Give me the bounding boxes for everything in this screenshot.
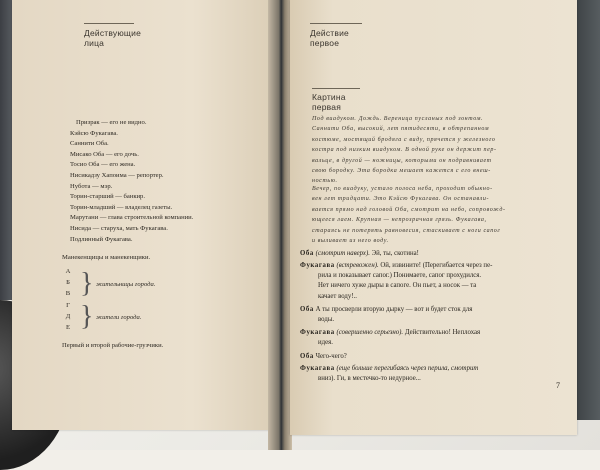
stage-line: костра под низким виадуком. В одной руке он держит пер- [312, 147, 497, 154]
cast-closing: Первый и второй рабочие-грузчики. [62, 342, 164, 349]
stage-line: вен лет тридцати. Это Кэйсю Фукагава. Он останавли- [312, 196, 490, 203]
act-heading-line-1: Действие [310, 28, 349, 38]
group-letter: А [65, 268, 71, 275]
dialogue-continuation: вниз). Ги, в местечко-то недурное... [318, 375, 421, 383]
stage-line: и выливает из него воду. [312, 238, 389, 245]
speaker-name: Фукагава [300, 329, 335, 336]
dialogue-text: Чего-чего? [315, 353, 347, 360]
dialogue-line [300, 249, 572, 259]
heading-rule-left [84, 23, 134, 24]
cast-item: Кэйсю Фукагава. [70, 129, 118, 137]
group-letter: Д [65, 313, 71, 320]
group-letter: Б [66, 279, 70, 286]
scene-heading-line-1: Картина [312, 92, 346, 102]
stage-note: (совершенно серьезно). [336, 329, 404, 336]
cast-heading-line-1: Действующие [84, 28, 141, 38]
stage-line: ностью. [312, 178, 338, 185]
group-letter: Г [66, 302, 70, 309]
dialogue-line [300, 352, 572, 362]
heading-rule-right [310, 23, 362, 24]
cast-heading-line-2: лица [84, 38, 105, 48]
group-letter: Е [65, 324, 71, 331]
cast-item: Призрак — его не видно. [76, 119, 147, 126]
cast-item: Тосио Оба — его жена. [70, 161, 136, 169]
speaker-name: Оба [300, 250, 314, 257]
cast-item: Торин-старший — банкир. [70, 193, 146, 201]
book-spine [268, 0, 292, 450]
group-brace-icon: } [80, 268, 94, 299]
group-letter: В [65, 290, 71, 297]
speaker-name: Оба [300, 353, 314, 360]
stage-direction-2 [312, 184, 574, 246]
speaker-name: Фукагава [300, 365, 335, 372]
act-heading-line-2: первое [310, 38, 340, 48]
cast-item: Нубота — мэр. [70, 182, 113, 190]
stage-line: стараясь не потерять равновесия, стаскивает с ноги сапог [312, 227, 501, 234]
dialogue-line [300, 261, 572, 302]
cast-item: Нисида — старуха, мать Фукагава. [70, 224, 168, 232]
stage-line: вальце, в другой — ножницы, которыми он подравнивает [312, 157, 492, 164]
cast-item: Мисако Оба — его дочь. [70, 150, 139, 158]
stage-line: Вечер, по виадуку, устало полоса неба, проходит обыкно- [312, 186, 493, 192]
dialogue-continuation: воды. [318, 316, 335, 324]
dialogue-continuation: рила и показывает сапог.) Понимаете, сапог прохудился. [318, 272, 482, 280]
cast-item: Саннити Оба. [70, 140, 109, 148]
cast-item: Нисикадзу Хапоима — репортер. [70, 171, 164, 179]
dialogue-continuation: качает воду!.. [318, 292, 357, 300]
speaker-name: Оба [300, 306, 314, 313]
stage-line: Под виадуком. Дождь. Вереница пусланых под зонтом. [312, 116, 484, 122]
group-men-letters [62, 300, 74, 333]
stage-line: свою бородку. Эта бородка мешает кажется с его внеш- [312, 168, 491, 175]
groups-title: Манекенщицы и манекенщики. [62, 254, 151, 261]
dialogue-line [300, 328, 572, 348]
stage-line: Саннити Оба, высокий, лет пятидесяти, в обтрепанном [312, 126, 490, 133]
dialogue-continuation: Нет ничего хуже дыры в сапоге. Он пьет, а носок — та [318, 282, 477, 290]
cast-heading [84, 28, 141, 48]
stage-line: ющееся лаем. Крупная — непрозрачная грязь. Фукагава, [312, 217, 487, 224]
subheading-rule [312, 88, 360, 89]
stage-direction-1 [312, 114, 574, 187]
stage-line: костюме, мостящий бродяга с виду, прячется у железного [312, 136, 496, 143]
group-brace-icon: } [80, 301, 94, 332]
cast-item: Торин-младший — владелец газеты. [70, 203, 173, 211]
page-number: 7 [556, 381, 560, 390]
dialogue-text: А ты просверли вторую дырку — вот и будет сток для [315, 306, 473, 313]
stage-note: (еще больше перегибаясь через перила, смотрит [336, 365, 479, 372]
dialogue-text: Действительно! Неплохая [404, 329, 481, 336]
act-heading [310, 28, 349, 48]
group-women-label: жительницы города. [96, 281, 156, 288]
cast-list [70, 118, 260, 245]
cast-item: Марутани — глава строительной компании. [70, 214, 194, 222]
dialogue-continuation: идея. [318, 339, 333, 347]
dialogue-line [300, 364, 572, 384]
dialogue-text: Эй, ты, скотина! [371, 250, 419, 257]
cast-item: Подлинный Фукагава. [70, 235, 133, 243]
scene-heading [312, 92, 346, 112]
book-cover-right-edge [575, 0, 600, 420]
stage-note: (смотрит наверх). [315, 250, 370, 257]
speaker-name: Фукагава [300, 262, 335, 269]
dialogue-text: Ой, извините! (Перегибается через пе- [380, 262, 493, 269]
scene-heading-line-2: первая [312, 102, 342, 112]
group-men-label: жители города. [96, 314, 142, 321]
group-women-letters [62, 266, 74, 299]
stage-note: (встревожен). [336, 262, 379, 269]
stage-line: вается прямо над головой Оба, смотрит на небо, сопровожд- [312, 206, 506, 213]
dialogue-line [300, 305, 572, 325]
